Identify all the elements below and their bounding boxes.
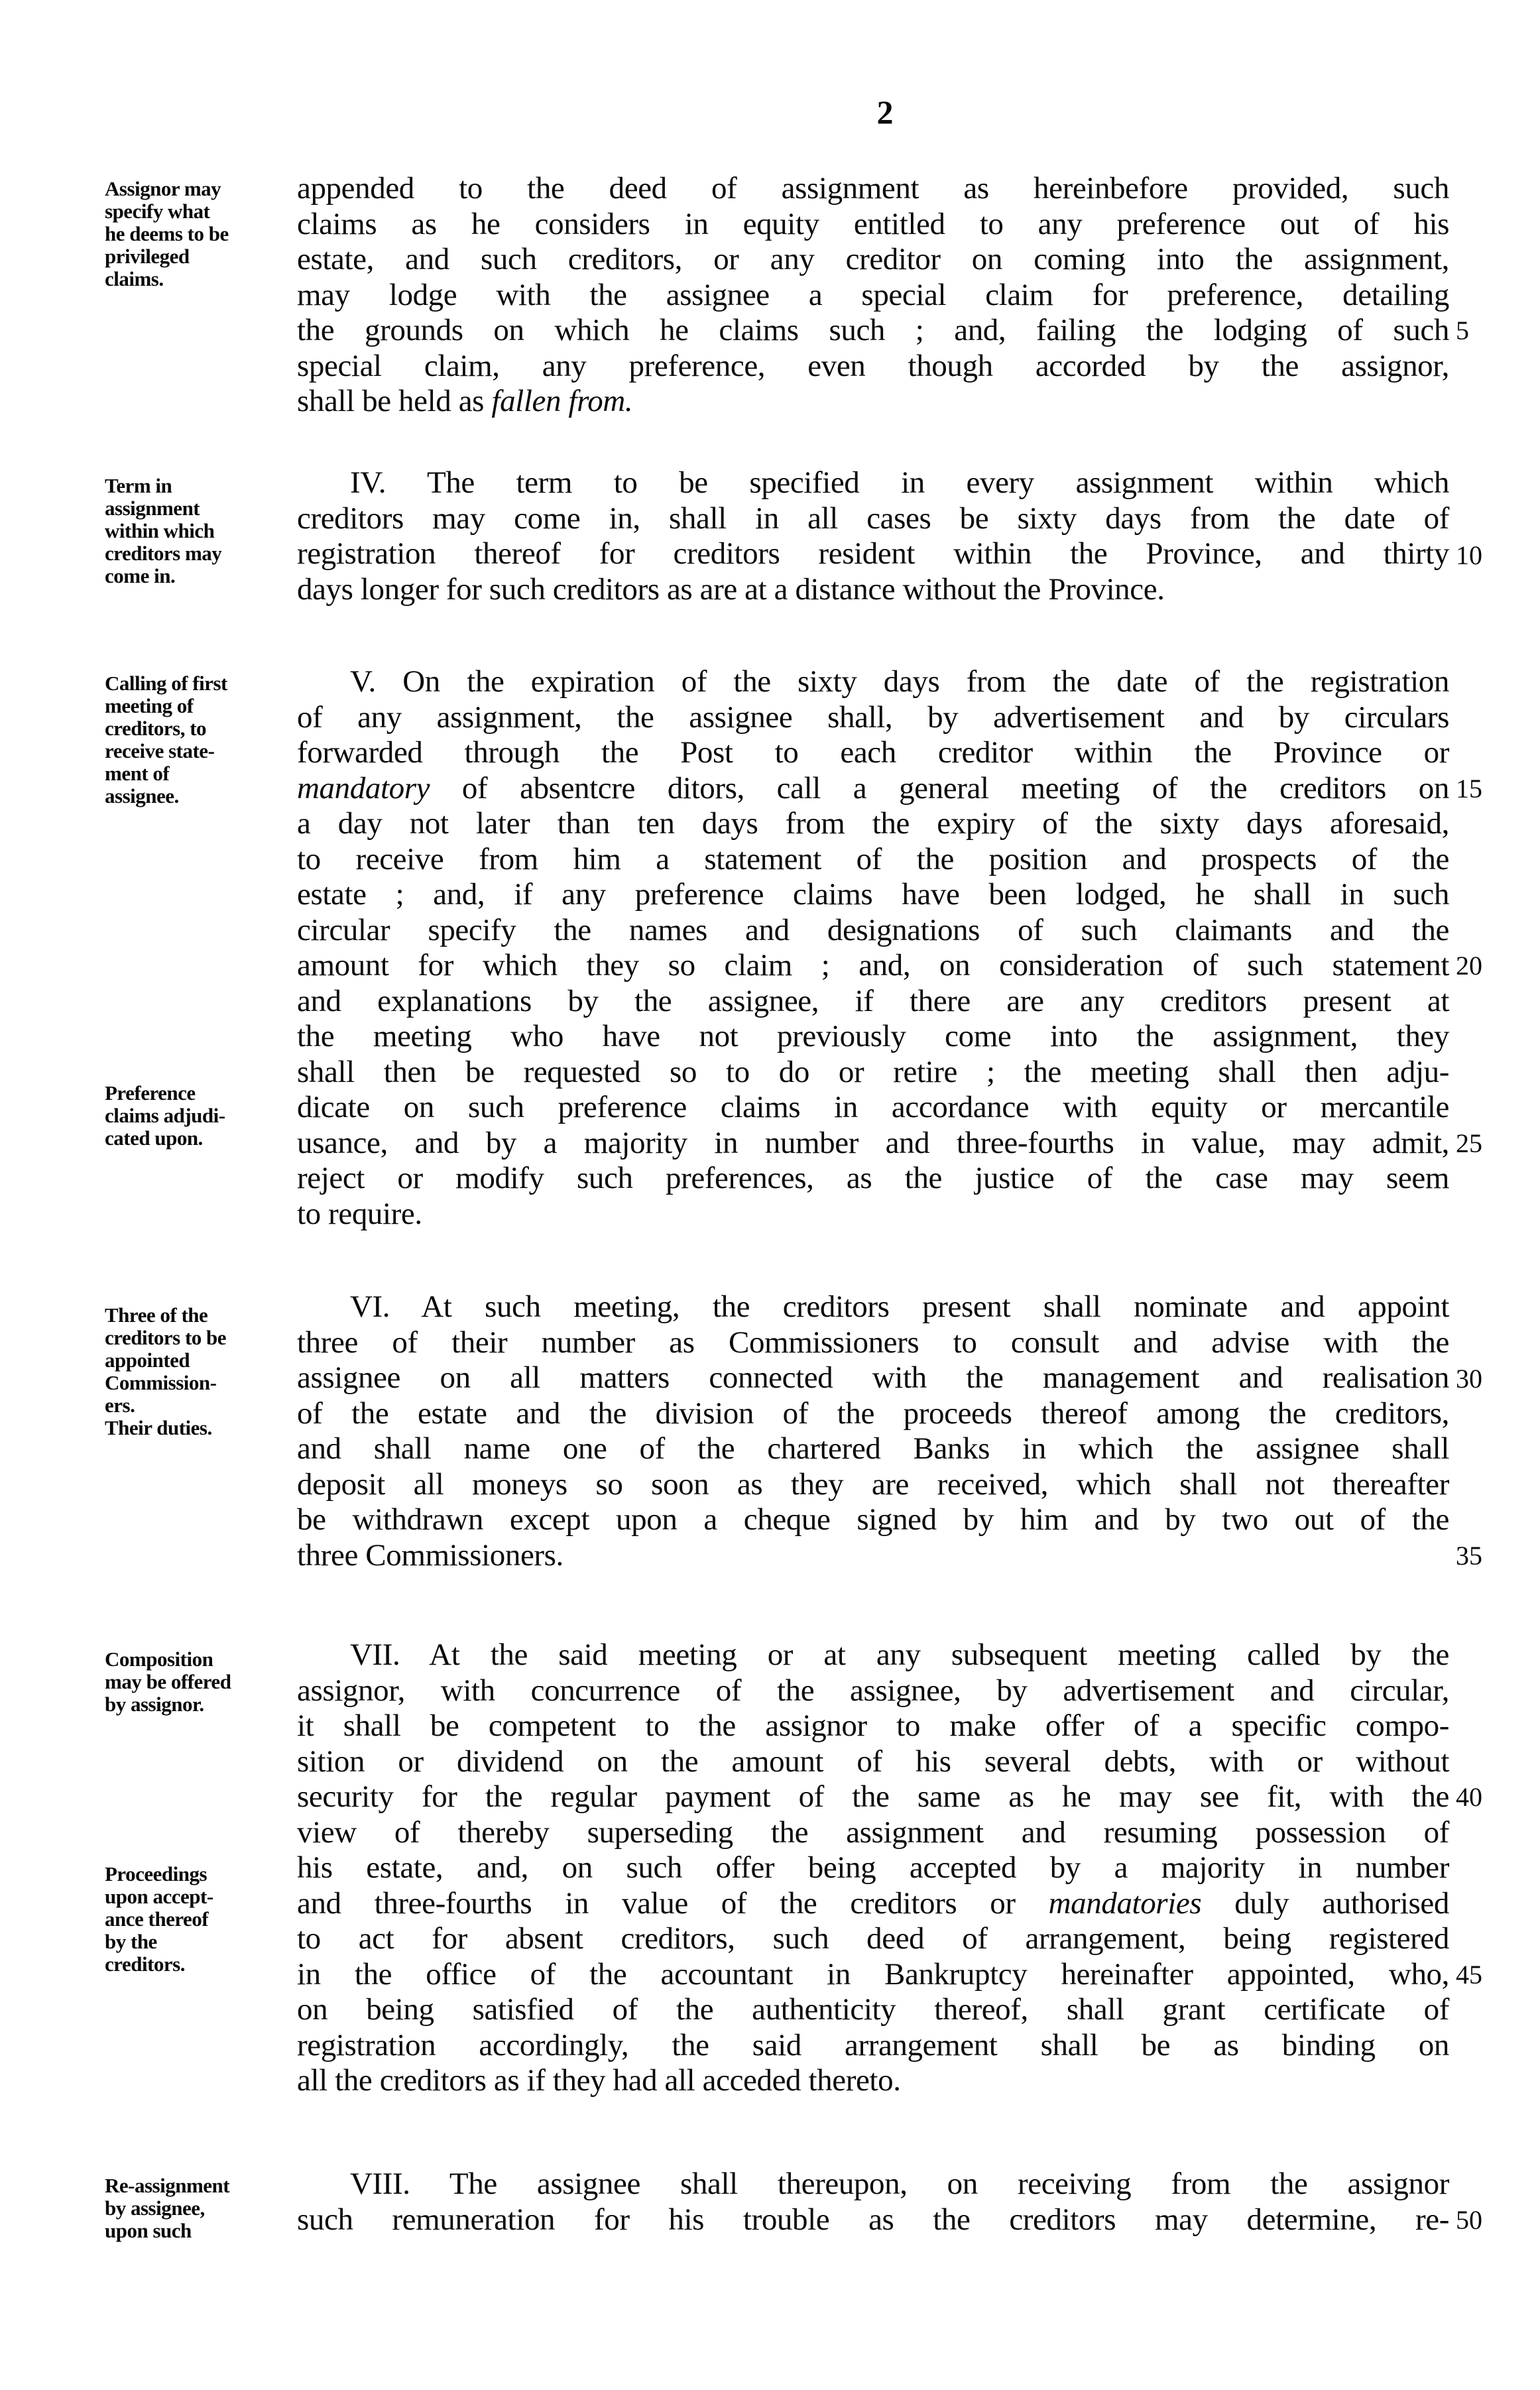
line-number: 25 (1456, 1128, 1482, 1158)
margin-note-line: creditors may (105, 542, 222, 565)
body-line: creditors may come in, shall in all cases be sixty days from the date of (297, 501, 1449, 536)
margin-note-line: ers. (105, 1394, 135, 1417)
margin-note-line: appointed (105, 1348, 190, 1372)
margin-note-line: creditors. (105, 1952, 185, 1976)
text-run: The term to be specified in every assignment within which (426, 465, 1449, 500)
margin-note-line: assignee. (105, 784, 179, 807)
line-number: 30 (1456, 1364, 1482, 1394)
body-line: forwarded through the Post to each creditor within the Province or (297, 735, 1449, 770)
margin-note-calling-first-meeting (105, 672, 284, 807)
text-run: duly authorised (1234, 1885, 1449, 1921)
body-line: it shall be competent to the assignor to make offer of a specific compo- (297, 1708, 1449, 1743)
italic-phrase: fallen from. (491, 384, 633, 418)
paragraph-body (297, 171, 1449, 420)
section-numeral: IV. (350, 465, 386, 500)
margin-note-line: receive state- (105, 739, 215, 762)
margin-note-line: Re-assignment (105, 2174, 230, 2197)
body-line: security for the regular payment of the same as he may see fit, with the (297, 1779, 1449, 1814)
margin-note-line: Three of the (105, 1303, 208, 1327)
margin-note-line: Assignor may (105, 177, 221, 200)
margin-note-line: Preference (105, 1081, 196, 1105)
body-line: in the office of the accountant in Bankruptcy hereinafter appointed, who, (297, 1956, 1449, 1992)
margin-note-line: within which (105, 519, 215, 542)
margin-note-line: by assignor. (105, 1693, 204, 1716)
line-number: 50 (1456, 2205, 1482, 2235)
margin-note-line: upon such (105, 2219, 192, 2242)
text-run: and three-fourths in value of the creditors or (297, 1885, 1016, 1921)
body-line (297, 1289, 1449, 1325)
text-run: At the said meeting or at any subsequent meeting called by the (429, 1638, 1449, 1672)
line-number: 45 (1456, 1960, 1482, 1990)
body-line: registration thereof for creditors resident within the Province, and thirty (297, 536, 1449, 571)
body-line: estate ; and, if any preference claims have been lodged, he shall in such (297, 877, 1449, 912)
body-line: to require. (297, 1196, 422, 1231)
body-line (297, 771, 1449, 807)
body-line: three Commissioners. (297, 1537, 563, 1573)
margin-note-line: Composition (105, 1647, 213, 1671)
body-line: all the creditors as if they had all acceded thereto. (297, 2063, 901, 2098)
body-line: and explanations by the assignee, if there are any creditors present at (297, 983, 1449, 1018)
body-line: of any assignment, the assignee shall, by advertisement and by circulars (297, 699, 1449, 735)
body-line: appended to the deed of assignment as hereinbefore provided, such (297, 171, 1449, 206)
margin-note-line: may be offered (105, 1670, 231, 1693)
margin-note-line: creditors to be (105, 1326, 227, 1349)
margin-note-composition (105, 1648, 284, 1716)
margin-note-line: Commission- (105, 1371, 217, 1394)
line-number: 40 (1456, 1782, 1482, 1812)
section-numeral: VI. (350, 1289, 390, 1324)
body-line: registration accordingly, the said arrangement shall be as binding on (297, 2027, 1449, 2062)
body-line: and shall name one of the chartered Banks in which the assignee shall (297, 1431, 1449, 1466)
body-line: claims as he considers in equity entitled to any preference out of his (297, 206, 1449, 241)
page-number: 2 (876, 93, 894, 131)
margin-note-line: Their duties. (105, 1416, 212, 1439)
margin-note-line: claims adjudi- (105, 1104, 225, 1127)
body-line: shall then be requested so to do or retire ; the meeting shall then adju- (297, 1054, 1449, 1089)
body-line: a day not later than ten days from the expiry of the sixty days aforesaid, (297, 806, 1449, 841)
body-line: to receive from him a statement of the position and prospects of the (297, 841, 1449, 876)
body-line: assignor, with concurrence of the assignee, by advertisement and circular, (297, 1673, 1449, 1708)
section-numeral: VIII. (350, 2167, 410, 2201)
body-line (297, 465, 1449, 501)
body-line: the grounds on which he claims such ; and, failing the lodging of such (297, 313, 1449, 347)
margin-note-line: Term in (105, 474, 172, 497)
body-line: circular specify the names and designations of such claimants and the (297, 912, 1449, 947)
text-run: of absentcre ditors, call a general meeting of the creditors on (461, 770, 1449, 806)
body-line: assignee on all matters connected with the management and realisation (297, 1360, 1449, 1395)
margin-note-line: claims. (105, 267, 164, 290)
margin-note-preference-claims (105, 1082, 284, 1150)
margin-note-line: assignment (105, 497, 200, 520)
body-line: such remuneration for his trouble as the creditors may determine, re- (297, 2202, 1449, 2237)
margin-note-line: by the (105, 1930, 157, 1953)
body-line: the meeting who have not previously come into the assignment, they (297, 1019, 1449, 1053)
line-number: 10 (1456, 540, 1482, 570)
margin-note-re-assignment (105, 2175, 284, 2242)
body-line: dicate on such preference claims in accordance with equity or mercantile (297, 1090, 1449, 1124)
section-numeral: V. (350, 664, 376, 699)
body-line: three of their number as Commissioners to consult and advise with the (297, 1325, 1449, 1360)
text-run: The assignee shall thereupon, on receiving from the assignor (449, 2167, 1449, 2201)
section-body (297, 1638, 1449, 2099)
margin-note-proceedings-acceptance (105, 1863, 284, 1976)
body-line: amount for which they so claim ; and, on consideration of such statement (297, 948, 1449, 983)
margin-note-line: by assignee, (105, 2196, 205, 2220)
line-number: 35 (1456, 1541, 1482, 1571)
italic-word: mandatory (297, 770, 430, 806)
margin-note-line: upon accept- (105, 1885, 213, 1908)
body-line (297, 1638, 1449, 1673)
body-line: of the estate and the division of the proceeds thereof among the creditors, (297, 1396, 1449, 1431)
text-run: shall be held as (297, 384, 485, 418)
margin-note-line: Calling of first (105, 672, 227, 695)
body-line: deposit all moneys so soon as they are received, which shall not thereafter (297, 1466, 1449, 1502)
margin-note-line: he deems to be (105, 222, 229, 245)
section-body (297, 664, 1449, 1232)
margin-note-line: privileged (105, 245, 190, 268)
section-numeral: VII. (350, 1638, 400, 1672)
margin-note-line: come in. (105, 564, 176, 587)
body-line: may lodge with the assignee a special claim for preference, detailing (297, 277, 1449, 312)
margin-note-commissioners (105, 1304, 284, 1439)
italic-word: mandatories (1048, 1885, 1202, 1921)
line-number: 20 (1456, 951, 1482, 981)
margin-note-line: cated upon. (105, 1126, 203, 1150)
section-body (297, 465, 1449, 607)
text-run: On the expiration of the sixty days from the date of the registration (402, 664, 1449, 699)
margin-note-line: specify what (105, 200, 210, 223)
body-line: view of thereby superseding the assignment and resuming possession of (297, 1815, 1449, 1850)
body-line: his estate, and, on such offer being accepted by a majority in number (297, 1850, 1449, 1885)
text-run: At such meeting, the creditors present shall nominate and appoint (421, 1289, 1449, 1324)
section-body (297, 1289, 1449, 1573)
body-line: days longer for such creditors as are at a distance without the Province. (297, 571, 1165, 607)
line-number: 15 (1456, 774, 1482, 804)
margin-note-line: ment of (105, 762, 170, 785)
body-line: reject or modify such preferences, as the justice of the case may seem (297, 1161, 1449, 1195)
margin-note-line: meeting of (105, 694, 194, 717)
line-number: 5 (1456, 316, 1469, 345)
section-body (297, 2167, 1449, 2238)
body-line: estate, and such creditors, or any creditor on coming into the assignment, (297, 242, 1449, 276)
body-line: usance, and by a majority in number and three-fourths in value, may admit, (297, 1125, 1449, 1160)
margin-note-line: Proceedings (105, 1862, 207, 1885)
body-line: to act for absent creditors, such deed of arrangement, being registered (297, 1921, 1449, 1956)
margin-note-line: creditors, to (105, 717, 207, 740)
body-line: sition or dividend on the amount of his several debts, with or without (297, 1744, 1449, 1779)
body-line (297, 2167, 1449, 2202)
body-line: be withdrawn except upon a cheque signed by him and by two out of the (297, 1502, 1449, 1537)
body-line (297, 1886, 1449, 1922)
body-line: on being satisfied of the authenticity thereof, shall grant certificate of (297, 1992, 1449, 2027)
body-line (297, 664, 1449, 700)
body-line (297, 384, 1449, 420)
margin-note-line: ance thereof (105, 1907, 209, 1931)
margin-note-term-in-assignment (105, 475, 284, 587)
margin-note-privileged-claims (105, 178, 284, 290)
body-line: special claim, any preference, even though accorded by the assignor, (297, 348, 1449, 383)
